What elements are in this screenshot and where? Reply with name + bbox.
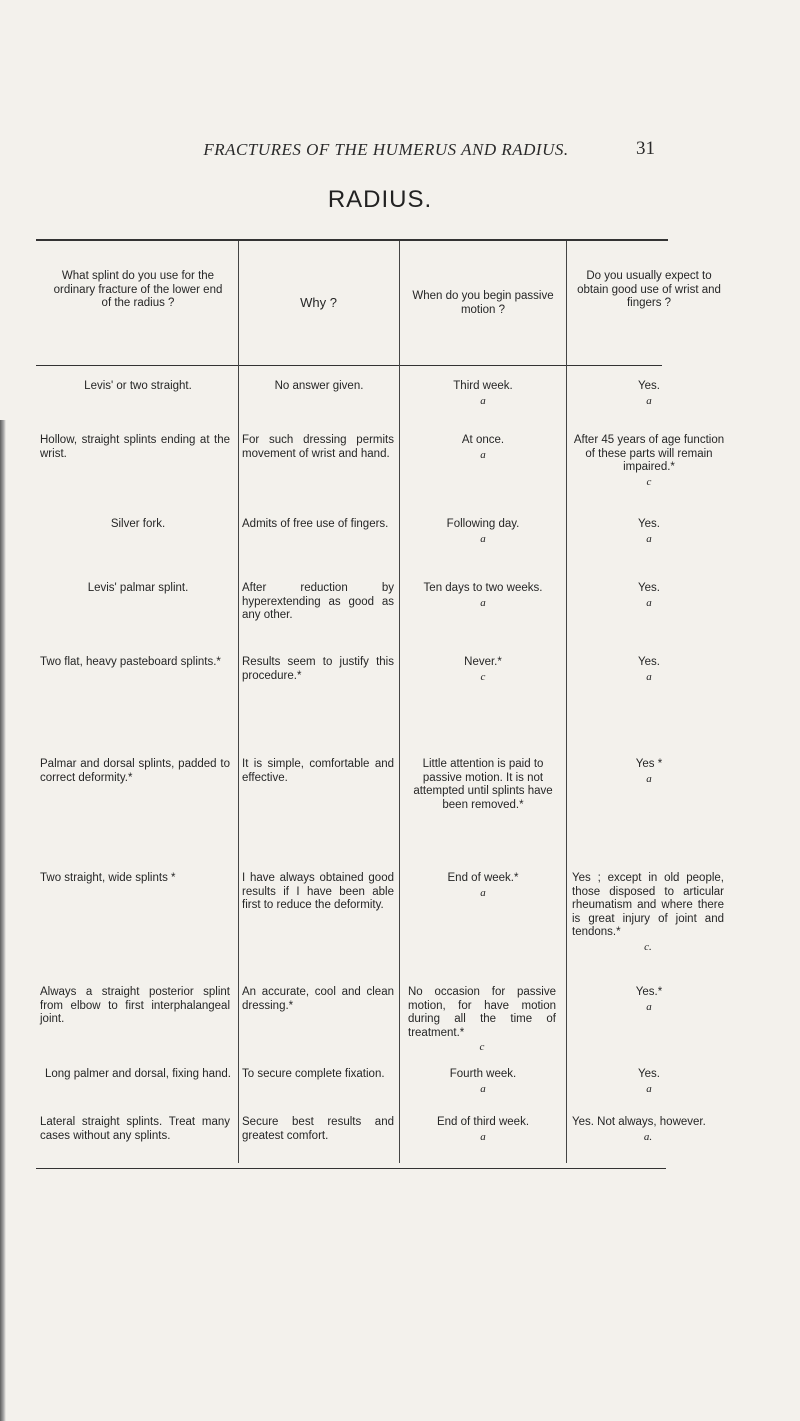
section-title: RADIUS.: [327, 186, 433, 213]
table-cell-when: Ten days to two weeks. a: [423, 582, 543, 609]
table-cell-when: Fourth week. a: [449, 1068, 517, 1095]
table-cell-when: No occasion for passive motion, for have motion during all the time of treatment.* c: [408, 986, 556, 1053]
page-edge-shadow: [0, 420, 6, 1421]
column-header-expect: Do you usually expect to obtain good use of wrist and fingers ?: [577, 270, 721, 309]
table-cell-expect: After 45 years of age function of these parts will remain impaired.* c: [573, 434, 725, 488]
table-cell-why: After reduction by hyperextending as good as any other.: [242, 582, 394, 621]
table-bottom-rule: [36, 1168, 666, 1169]
table-cell-when: Never.* c: [464, 656, 502, 683]
table-cell-why: Results seem to justify this procedure.*: [242, 656, 394, 682]
table-cell-when: End of third week. a: [436, 1116, 530, 1143]
table-cell-why: I have always obtained good results if I have been able first to reduce the deformity.: [242, 872, 394, 911]
table-cell-when: End of week.* a: [447, 872, 519, 899]
table-cell-why: No answer given.: [274, 380, 364, 392]
table-cell-splint: Levis' palmar splint.: [87, 582, 189, 594]
table-cell-expect: Yes. a: [638, 656, 660, 683]
header-bottom-rule: [36, 365, 662, 366]
table-cell-why: Secure best results and greatest comfort.: [242, 1116, 394, 1142]
table-cell-splint: Two straight, wide splints *: [40, 872, 176, 884]
column-divider: [399, 241, 400, 1163]
table-cell-expect: Yes.* a: [635, 986, 663, 1013]
table-cell-splint: Long palmer and dorsal, fixing hand.: [44, 1068, 232, 1080]
table-cell-when: Following day. a: [446, 518, 520, 545]
table-cell-when: At once. a: [461, 434, 505, 461]
table-cell-splint: Silver fork.: [110, 518, 166, 530]
table-cell-splint: Lateral straight splints. Treat many cases without any splints.: [40, 1116, 230, 1142]
table-cell-splint: Hollow, straight splints ending at the wrist.: [40, 434, 230, 460]
table-cell-why: For such dressing permits movement of wrist and hand.: [242, 434, 394, 460]
column-header-why: Why ?: [300, 295, 337, 310]
table-cell-splint: Levis' or two straight.: [84, 380, 192, 392]
table-cell-why: It is simple, comfortable and effective.: [242, 758, 394, 784]
table-cell-expect: Yes ; except in old people, those disposed to articular rheumatism and where there is great injury of joint and tendons.* c.: [572, 872, 724, 953]
table-cell-when: Third week. a: [453, 380, 513, 407]
table-cell-when: Little attention is paid to passive motion. It is not attempted until splints have been removed.*: [413, 758, 553, 811]
table-cell-expect: Yes * a: [635, 758, 663, 785]
table-cell-expect: Yes. a: [638, 518, 660, 545]
column-header-when: When do you begin passive motion ?: [412, 290, 554, 316]
column-divider: [566, 241, 567, 1163]
running-head: FRACTURES OF THE HUMERUS AND RADIUS.: [203, 140, 569, 159]
table-cell-expect: Yes. a: [638, 582, 660, 609]
table-cell-expect: Yes. a: [638, 380, 660, 407]
table-cell-splint: Palmar and dorsal splints, padded to correct deformity.*: [40, 758, 230, 784]
table-cell-why: An accurate, cool and clean dressing.*: [242, 986, 394, 1012]
table-cell-splint: Always a straight posterior splint from elbow to first interphalangeal joint.: [40, 986, 230, 1025]
table-cell-why: To secure complete fixation.: [242, 1068, 385, 1080]
column-divider: [238, 241, 239, 1163]
table-cell-splint: Two flat, heavy pasteboard splints.*: [40, 656, 221, 668]
table-cell-expect: Yes. Not always, however. a.: [572, 1116, 706, 1143]
page-number: 31: [636, 138, 655, 159]
column-header-splint: What splint do you use for the ordinary fracture of the lower end of the radius ?: [53, 270, 223, 309]
table-top-rule: [36, 239, 668, 241]
table-cell-expect: Yes. a: [638, 1068, 660, 1095]
table-cell-why: Admits of free use of fingers.: [242, 518, 389, 530]
